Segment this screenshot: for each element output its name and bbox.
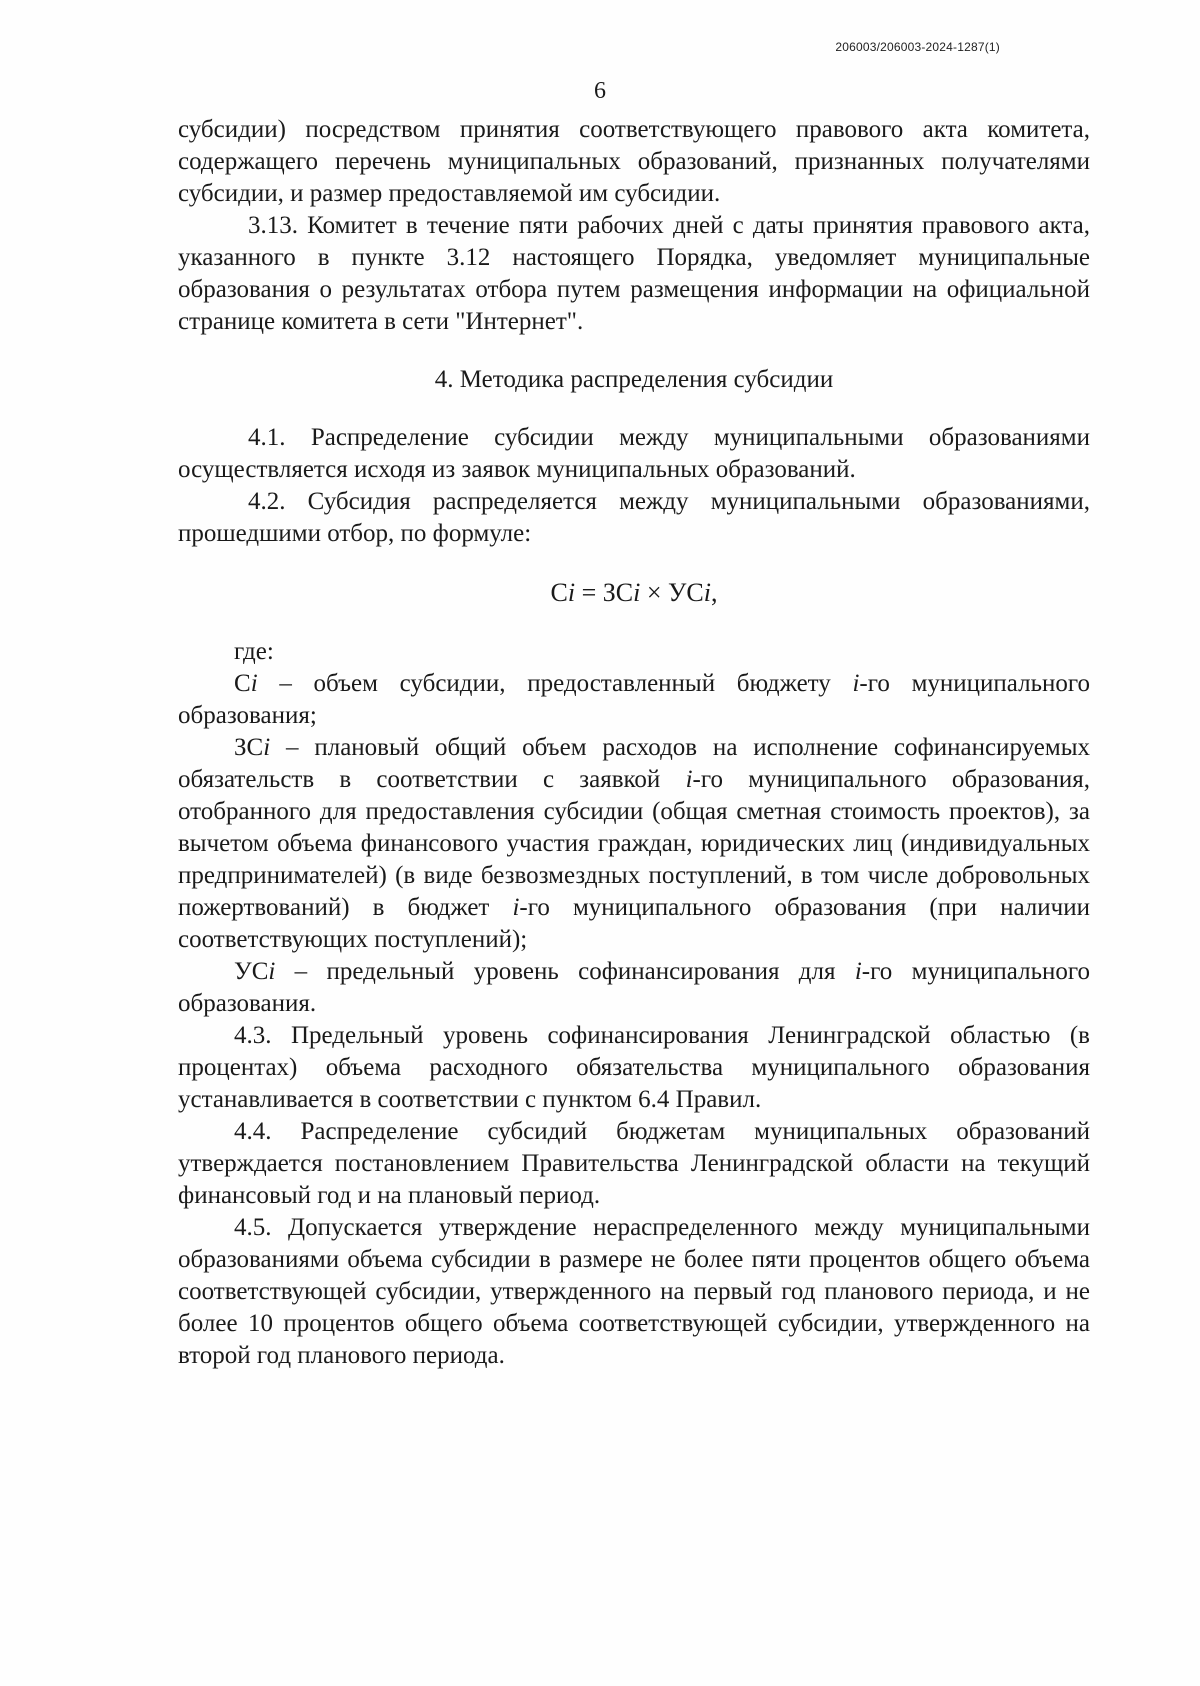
paragraph-4-5: 4.5. Допускается утверждение нераспределенного между муниципальными образованиями объема субсидии в размере не более пяти процентов общего объема соответствующей субсидии, утвержденного на первый год планового периода, и не более 10 процентов общего объема соответствующей субсидии, утвержденного на второй год планового периода. (178, 1214, 1090, 1369)
def3-symbol: УС (234, 958, 269, 985)
formula-term1-index: i (633, 578, 641, 607)
document-body (178, 114, 1090, 1372)
def1-text-b: -го муниципального образования; (178, 670, 1090, 729)
def1-i: i (852, 670, 860, 697)
paragraph-continuation: субсидии) посредством принятия соответствующего правового акта комитета, содержащего перечень муниципальных образований, признанных получателями субсидии, и размер предоставляемой им субсидии. (178, 116, 1090, 207)
formula-equals: = (575, 578, 603, 607)
def2-i: i (685, 766, 693, 793)
def2-text-c: -го муниципального образования (при наличии соответствующих поступлений); (178, 894, 1090, 953)
definition-ci (178, 668, 1090, 732)
def2-text-b: -го муниципального образования, отобранного для предоставления субсидии (общая сметная стоимость проектов), за вычетом объема финансового участия граждан, юридических лиц (индивидуальных предпринимателей) (в виде безвозмездных поступлений, в том числе добровольных пожертвований) в бюджет (178, 766, 1090, 921)
def1-text-a: – объем субсидии, предоставленный бюджету (257, 670, 853, 697)
document-id: 206003/206003-2024-1287(1) (835, 40, 1000, 54)
formula-times: × (640, 578, 669, 607)
def3-index: i (268, 958, 276, 985)
def3-i: i (854, 958, 862, 985)
where-label: где: (234, 638, 274, 665)
def2-text-a: – плановый общий объем расходов на исполнение софинансируемых обязательств в соответствии с заявкой (178, 734, 1090, 793)
formula-term2: УС (668, 578, 704, 607)
def2-index: i (263, 734, 271, 761)
formula-lhs-index: i (567, 578, 576, 607)
formula-term2-index: i (703, 578, 711, 607)
def2-symbol: ЗС (234, 734, 264, 761)
definition-zsi (178, 732, 1090, 956)
definition-usi (178, 956, 1090, 1020)
paragraph-4-3: 4.3. Предельный уровень софинансирования Ленинградской областью (в процентах) объема расходного обязательства муниципального образования устанавливается в соответствии с пунктом 6.4 Правил. (178, 1022, 1090, 1113)
paragraph-3-13: 3.13. Комитет в течение пяти рабочих дней с даты принятия правового акта, указанного в пункте 3.12 настоящего Порядка, уведомляет муниципальные образования о результатах отбора путем размещения информации на официальной странице комитета в сети "Интернет". (178, 212, 1090, 335)
paragraph-4-4: 4.4. Распределение субсидий бюджетам муниципальных образований утверждается постановлением Правительства Ленинградской области на текущий финансовый год и на плановый период. (178, 1118, 1090, 1209)
def3-text-b: -го муниципального образования. (178, 958, 1091, 1017)
def1-index: i (250, 670, 258, 697)
formula (178, 576, 1090, 610)
def1-symbol: С (234, 670, 251, 697)
section-heading: 4. Методика распределения субсидии (434, 366, 834, 393)
formula-lhs: С (550, 578, 568, 607)
paragraph-4-1: 4.1. Распределение субсидии между муниципальными образованиями осуществляется исходя из заявок муниципальных образований. (178, 424, 1090, 483)
formula-tail: , (711, 578, 718, 607)
page-number: 6 (594, 78, 606, 104)
def2-i2: i (512, 894, 520, 921)
paragraph-4-2: 4.2. Субсидия распределяется между муниципальными образованиями, прошедшими отбор, по формуле: (178, 488, 1090, 547)
def3-text-a: – предельный уровень софинансирования для (275, 958, 855, 985)
formula-term1: ЗС (602, 578, 634, 607)
